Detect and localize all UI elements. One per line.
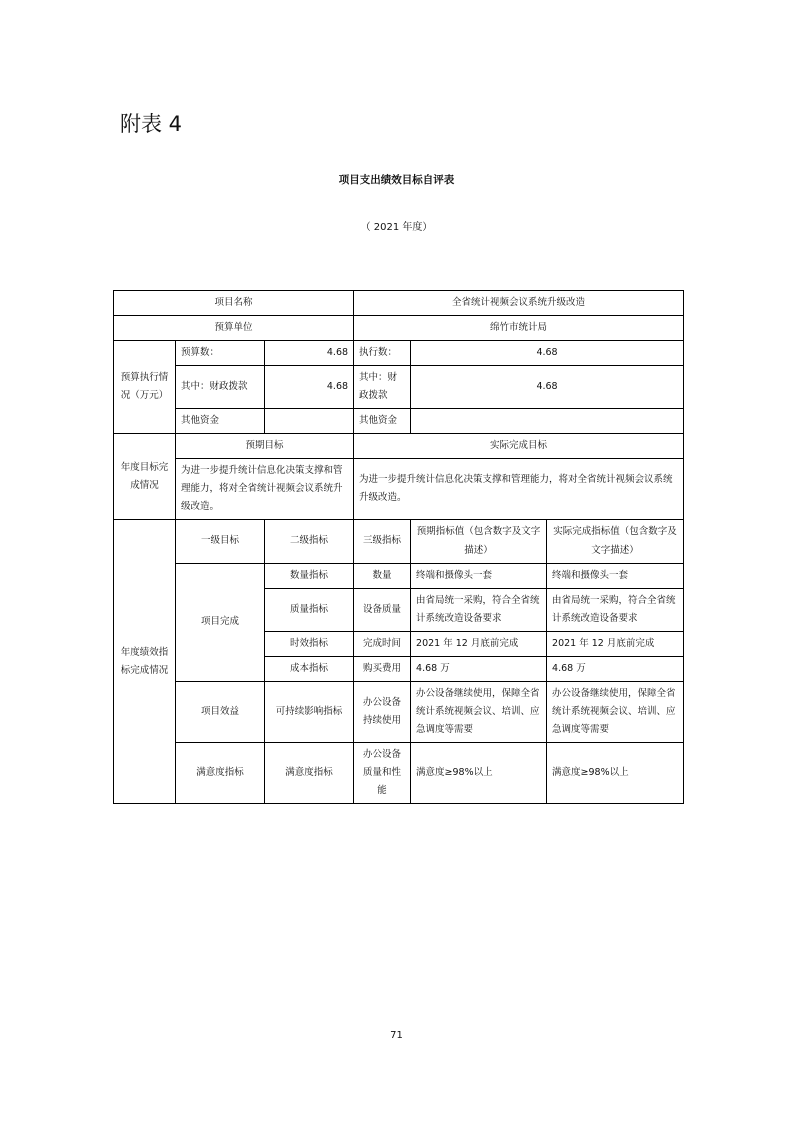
quality-expected: 由省局统一采购，符合全省统计系统改造设备要求 xyxy=(411,588,547,631)
table-row xyxy=(114,316,684,341)
satisfaction-l2: 满意度指标 xyxy=(265,742,354,803)
sustain-label: 可持续影响指标 xyxy=(265,681,354,742)
page-number: 71 xyxy=(390,1030,403,1041)
sustain-l3: 办公设备持续使用 xyxy=(354,681,411,742)
appendix-label: 附表 4 xyxy=(120,112,183,136)
table-row xyxy=(114,409,684,434)
table-row xyxy=(114,341,684,366)
table-row xyxy=(114,366,684,409)
quantity-expected: 终端和摄像头一套 xyxy=(411,563,547,588)
satisfaction-expected: 满意度≥98%以上 xyxy=(411,742,547,803)
cost-l3: 购买费用 xyxy=(354,656,411,681)
other-funds-exec-value xyxy=(411,409,684,434)
annual-goal-label: 年度目标完成情况 xyxy=(114,434,176,520)
other-funds-value xyxy=(265,409,354,434)
header-level2: 二级指标 xyxy=(265,520,354,563)
actual-goal-label: 实际完成目标 xyxy=(354,434,684,459)
satisfaction-l1: 满意度指标 xyxy=(176,742,265,803)
satisfaction-l3: 办公设备质量和性能 xyxy=(354,742,411,803)
header-level3: 三级指标 xyxy=(354,520,411,563)
budget-unit-value: 绵竹市统计局 xyxy=(354,316,684,341)
sustain-expected: 办公设备继续使用，保障全省统计系统视频会议、培训、应急调度等需要 xyxy=(411,681,547,742)
exec-count-value: 4.68 xyxy=(411,341,684,366)
project-completion-label: 项目完成 xyxy=(176,563,265,681)
quantity-label: 数量指标 xyxy=(265,563,354,588)
project-name-label: 项目名称 xyxy=(114,291,354,316)
satisfaction-actual: 满意度≥98%以上 xyxy=(547,742,684,803)
table-row xyxy=(114,434,684,459)
quality-actual: 由省局统一采购，符合全省统计系统改造设备要求 xyxy=(547,588,684,631)
quality-label: 质量指标 xyxy=(265,588,354,631)
table-row xyxy=(114,681,684,742)
budget-unit-label: 预算单位 xyxy=(114,316,354,341)
other-funds-exec-label: 其他资金 xyxy=(354,409,411,434)
header-level1: 一级目标 xyxy=(176,520,265,563)
sustain-actual: 办公设备继续使用，保障全省统计系统视频会议、培训、应急调度等需要 xyxy=(547,681,684,742)
quantity-l3: 数量 xyxy=(354,563,411,588)
cost-actual: 4.68 万 xyxy=(547,656,684,681)
table-row xyxy=(114,459,684,520)
timeliness-label: 时效指标 xyxy=(265,631,354,656)
actual-goal-text: 为进一步提升统计信息化决策支撑和管理能力，将对全省统计视频会议系统升级改造。 xyxy=(354,459,684,520)
quantity-actual: 终端和摄像头一套 xyxy=(547,563,684,588)
other-funds-label: 其他资金 xyxy=(176,409,265,434)
fiscal-label: 其中：财政拨款 xyxy=(176,366,265,409)
header-expected: 预期指标值（包含数字及文字描述） xyxy=(411,520,547,563)
document-title: 项目支出绩效目标自评表 xyxy=(338,174,455,186)
timeliness-actual: 2021 年 12 月底前完成 xyxy=(547,631,684,656)
budget-exec-label: 预算执行情况（万元） xyxy=(114,341,176,434)
table-row xyxy=(114,563,684,588)
timeliness-expected: 2021 年 12 月底前完成 xyxy=(411,631,547,656)
fiscal-value: 4.68 xyxy=(265,366,354,409)
budget-count-value: 4.68 xyxy=(265,341,354,366)
project-name-value: 全省统计视频会议系统升级改造 xyxy=(354,291,684,316)
cost-label: 成本指标 xyxy=(265,656,354,681)
header-actual: 实际完成指标值（包含数字及文字描述） xyxy=(547,520,684,563)
exec-count-label: 执行数： xyxy=(354,341,411,366)
expected-goal-text: 为进一步提升统计信息化决策支撑和管理能力，将对全省统计视频会议系统升级改造。 xyxy=(176,459,354,520)
budget-count-label: 预算数： xyxy=(176,341,265,366)
quality-l3: 设备质量 xyxy=(354,588,411,631)
indicator-section-label: 年度绩效指标完成情况 xyxy=(114,520,176,804)
document-year: （ 2021 年度） xyxy=(360,222,433,233)
fiscal-exec-label: 其中：财政拨款 xyxy=(354,366,411,409)
timeliness-l3: 完成时间 xyxy=(354,631,411,656)
table-row xyxy=(114,520,684,563)
table-row xyxy=(114,742,684,803)
table-row xyxy=(114,291,684,316)
cost-expected: 4.68 万 xyxy=(411,656,547,681)
fiscal-exec-value: 4.68 xyxy=(411,366,684,409)
performance-table xyxy=(113,290,684,804)
benefit-label: 项目效益 xyxy=(176,681,265,742)
expected-goal-label: 预期目标 xyxy=(176,434,354,459)
